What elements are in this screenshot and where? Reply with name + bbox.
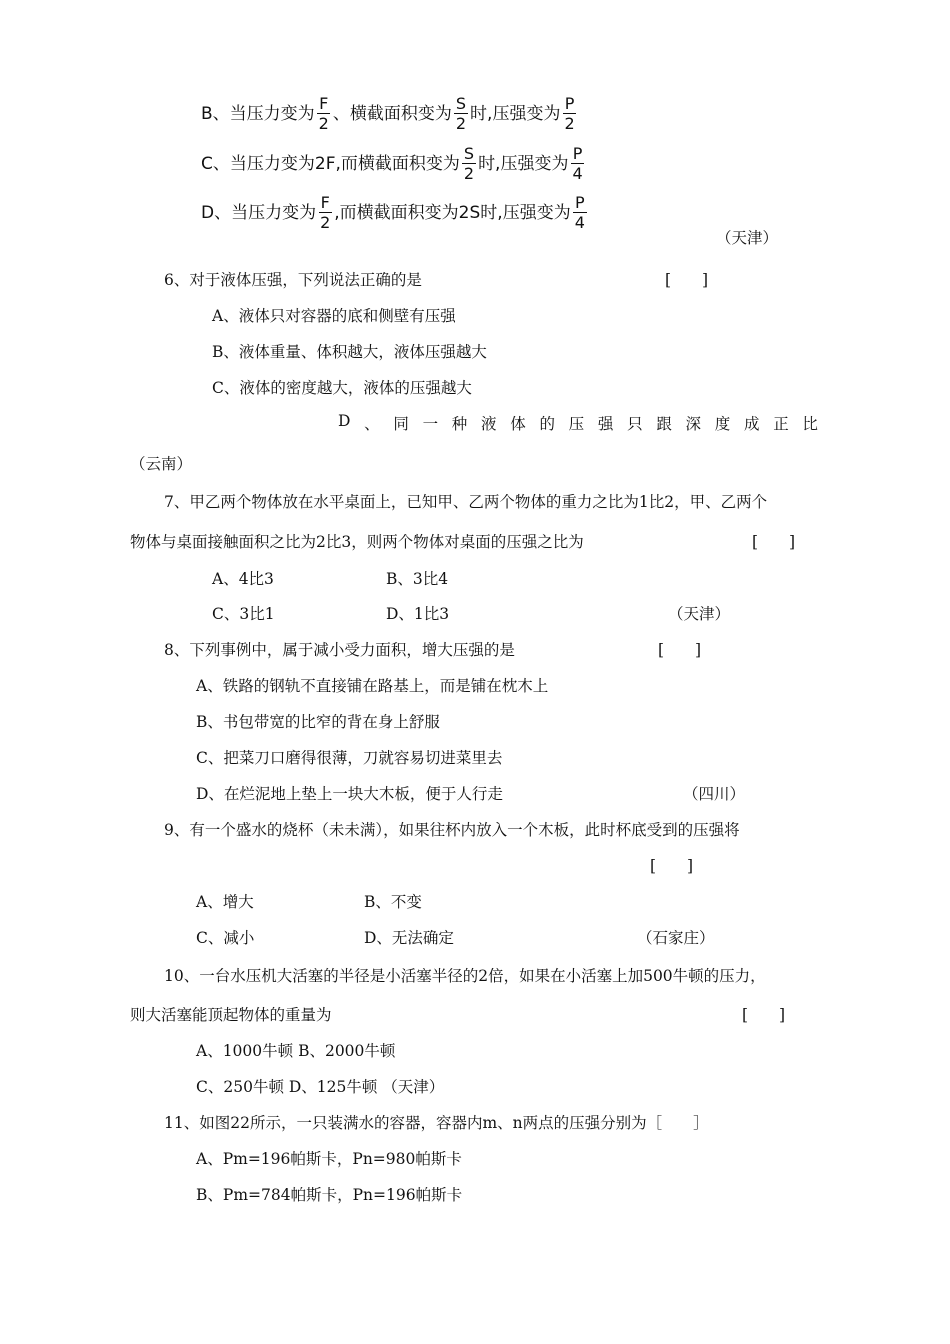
q8-option-a: A、铁路的钢轨不直接铺在路基上，而是铺在枕木上 bbox=[196, 677, 549, 695]
q7-stem-line2: 物体与桌面接触面积之比为2比3，则两个物体对桌面的压强之比为 bbox=[130, 533, 584, 551]
q9-option-c: C、减小 bbox=[196, 929, 255, 947]
fraction: $\frac{P}{4}$ bbox=[572, 144, 583, 183]
q7-option-a: A、4比3 bbox=[212, 570, 274, 588]
q8-stem: 8、下列事例中，属于减小受力面积，增大压强的是 bbox=[164, 641, 515, 659]
q9-option-b: B、不变 bbox=[364, 893, 422, 911]
q11-option-b: B、Pm=784帕斯卡，Pn=196帕斯卡 bbox=[196, 1186, 463, 1204]
q6-option-b: B、液体重量、体积越大，液体压强越大 bbox=[212, 343, 487, 361]
q5-option-c: C、当压力变为2F,而横截面积变为 $\frac{S}{2}$ 时,压强变为 $\frac{P}{4}$ bbox=[201, 144, 583, 183]
fraction: $\frac{P}{4}$ bbox=[574, 193, 585, 232]
q8-option-c: C、把菜刀口磨得很薄，刀就容易切进菜里去 bbox=[196, 749, 503, 767]
q8-answer-bracket: [ ] bbox=[658, 641, 702, 659]
q10-stem-line1: 10、一台水压机大活塞的半径是小活塞半径的2倍，如果在小活塞上加500牛顿的压力， bbox=[164, 967, 766, 985]
q6-source: （云南） bbox=[130, 455, 193, 473]
q8-option-b: B、书包带宽的比窄的背在身上舒服 bbox=[196, 713, 440, 731]
q5-option-b: B、当压力变为 $\frac{F}{2}$ 、横截面积变为 $\frac{S}{2}$ 时,压强变为 $\frac{P}{2}$ bbox=[201, 94, 575, 133]
q9-answer-bracket: [ ] bbox=[650, 857, 694, 875]
fraction: $\frac{S}{2}$ bbox=[455, 94, 467, 133]
q7-stem-line1: 7、甲乙两个物体放在水平桌面上，已知甲、乙两个物体的重力之比为1比2，甲、乙两个 bbox=[164, 493, 768, 511]
q7-answer-bracket: [ ] bbox=[752, 533, 796, 551]
q6-option-a: A、液体只对容器的底和侧壁有压强 bbox=[212, 307, 456, 325]
fraction: $\frac{F}{2}$ bbox=[318, 94, 329, 133]
q6-answer-bracket: [ ] bbox=[665, 271, 709, 289]
q9-source: （石家庄） bbox=[637, 929, 715, 947]
q9-option-a: A、增大 bbox=[196, 893, 254, 911]
q7-option-c: C、3比1 bbox=[212, 605, 275, 623]
q7-option-d: D、1比3 bbox=[386, 605, 450, 623]
q7-option-b: B、3比4 bbox=[386, 570, 449, 588]
fraction: $\frac{P}{2}$ bbox=[564, 94, 575, 133]
q10-answer-bracket: [ ] bbox=[742, 1006, 786, 1024]
q9-stem: 9、有一个盛水的烧杯（未未满），如果往杯内放入一个木板，此时杯底受到的压强将 bbox=[164, 821, 740, 839]
q8-source: （四川） bbox=[683, 785, 746, 803]
q8-option-d: D、在烂泥地上垫上一块大木板，便于人行走 bbox=[196, 785, 503, 803]
q10-options-ab: A、1000牛顿 B、2000牛顿 bbox=[196, 1042, 396, 1060]
q11-stem: 11、如图22所示，一只装满水的容器，容器内m、n两点的压强分别为［ ］ bbox=[164, 1114, 709, 1132]
q10-stem-line2: 则大活塞能顶起物体的重量为 bbox=[130, 1006, 332, 1024]
q5-option-d: D、当压力变为 $\frac{F}{2}$ ,而横截面积变为2S时,压强变为 $\frac{P}{4}$ bbox=[201, 193, 585, 232]
fraction: $\frac{S}{2}$ bbox=[463, 144, 475, 183]
q7-source: （天津） bbox=[668, 605, 731, 623]
q11-option-a: A、Pm=196帕斯卡，Pn=980帕斯卡 bbox=[196, 1150, 462, 1168]
q6-option-c: C、液体的密度越大，液体的压强越大 bbox=[212, 379, 472, 397]
q5-source: （天津） bbox=[716, 229, 779, 247]
q6-stem: 6、对于液体压强，下列说法正确的是 bbox=[164, 271, 422, 289]
q9-option-d: D、无法确定 bbox=[364, 929, 454, 947]
q6-option-d: D 、 同 一 种 液 体 的 压 强 只 跟 深 度 成 正 比 bbox=[338, 412, 818, 433]
fraction: $\frac{F}{2}$ bbox=[320, 193, 331, 232]
q10-options-cd: C、250牛顿 D、125牛顿 （天津） bbox=[196, 1078, 445, 1096]
